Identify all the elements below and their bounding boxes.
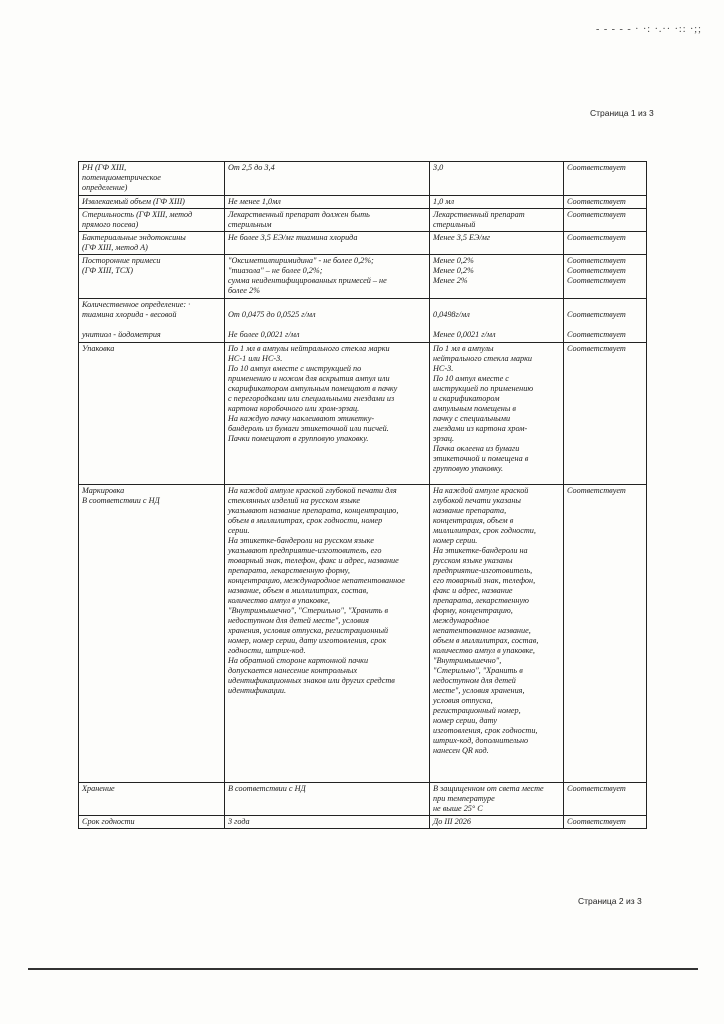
parameter-cell (79, 343, 225, 485)
cell-text: серии. (228, 526, 250, 535)
scan-edge-line (28, 968, 698, 970)
cell-text: условия отпуска, (433, 696, 493, 705)
cell-text: До III 2026 (433, 817, 471, 826)
cell-text: групповую упаковку. (433, 464, 504, 473)
cell-text (567, 320, 643, 330)
cell-text: глубокой печати указаны (433, 496, 521, 505)
table-row (79, 232, 647, 255)
cell-text: месте", условия хранения, (433, 686, 525, 695)
conformity-cell (564, 299, 647, 343)
table-row (79, 255, 647, 299)
cell-text: прямого посева) (82, 220, 139, 229)
cell-text: с перегородками или специальными гнездами из (228, 394, 395, 403)
cell-text: На каждую пачку наклеивают этикетку- (228, 414, 375, 423)
result-cell (430, 299, 564, 343)
conformity-cell (564, 209, 647, 232)
cell-text: название препарата, (433, 506, 507, 515)
conformity-cell (564, 255, 647, 299)
cell-text: По 1 мл в ампулы нейтрального стекла марки (228, 344, 390, 353)
table-row (79, 196, 647, 209)
conformity-cell (564, 783, 647, 816)
cell-text: "Оксиметилпиримидина" - не более 0,2%; (228, 256, 374, 265)
requirement-cell (225, 232, 430, 255)
cell-text: Не более 0,0021 г/мл (228, 330, 300, 339)
cell-text: объем в миллилитрах, срок годности, номер (228, 516, 383, 525)
cell-text: Извлекаемый объем (ГФ XIII) (82, 197, 185, 206)
cell-text: По 1 мл в ампулы (433, 344, 494, 353)
conformity-cell (564, 485, 647, 783)
cell-text: Соответствует (567, 486, 626, 495)
cell-text: По 10 ампул вместе с инструкцией по (228, 364, 362, 373)
cell-text: 3,0 (433, 163, 444, 172)
cell-text: По 10 ампул вместе с (433, 374, 509, 383)
cell-text: Соответствует (567, 266, 626, 275)
cell-text: эрзац. (433, 434, 455, 443)
cell-text: Соответствует (567, 163, 626, 172)
cell-text: Соответствует (567, 276, 626, 285)
cell-text: 3 года (228, 817, 250, 826)
cell-text: концентрацию, международное непатентованное (228, 576, 405, 585)
cell-text: инструкцией по применению (433, 384, 534, 393)
cell-text: От 2,5 до 3,4 (228, 163, 275, 172)
cell-text: Соответствует (567, 817, 626, 826)
cell-text: гнездами из картона хром- (433, 424, 528, 433)
result-cell (430, 255, 564, 299)
cell-text: название, объем в миллилитрах, состав, (228, 586, 369, 595)
table-row (79, 783, 647, 816)
cell-text (228, 300, 426, 310)
cell-text (567, 300, 643, 310)
cell-text: сумма неидентифицированных примесей – не (228, 276, 387, 285)
cell-text: не выше 25° С (433, 804, 483, 813)
cell-text: при температуре (433, 794, 495, 803)
cell-text: штрих-код, дополнительно (433, 736, 529, 745)
parameter-cell (79, 299, 225, 343)
cell-text: Соответствует (567, 256, 626, 265)
cell-text: Соответствует (567, 330, 626, 339)
requirement-cell (225, 209, 430, 232)
cell-text: В защищенном от света месте (433, 784, 544, 793)
cell-text: Менее 0,0021 г/мл (433, 330, 496, 339)
cell-text: номер серии. (433, 536, 478, 545)
cell-text: нейтрального стекла марки (433, 354, 532, 363)
cell-text: Менее 0,2% (433, 256, 474, 265)
table-row (79, 816, 647, 829)
result-cell (430, 783, 564, 816)
cell-text: Менее 0,2% (433, 266, 474, 275)
cell-text: Соответствует (567, 344, 626, 353)
result-cell (430, 232, 564, 255)
parameter-cell (79, 209, 225, 232)
cell-text: и скарификатором (433, 394, 500, 403)
cell-text: препарата, лекарственную (433, 596, 529, 605)
cell-text: более 2% (228, 286, 260, 295)
cell-text: Менее 2% (433, 276, 468, 285)
result-cell (430, 816, 564, 829)
parameter-cell (79, 485, 225, 783)
cell-text: 0,0498г/мл (433, 310, 470, 319)
cell-text: товарный знак, телефон, факс и адрес, название (228, 556, 399, 565)
cell-text: идентификации. (228, 686, 286, 695)
cell-text: скарификатором ампульным помещают в пачку (228, 384, 398, 393)
cell-text: Бактериальные эндотоксины (82, 233, 186, 242)
cell-text: На каждой ампуле краской (433, 486, 529, 495)
cell-text: Пачки помещают в групповую упаковку. (228, 434, 369, 443)
table-row (79, 343, 647, 485)
cell-text: этикеточной и помещена в (433, 454, 529, 463)
cell-text: Лекарственный препарат должен быть (228, 210, 370, 219)
specification-table (78, 161, 647, 829)
cell-text: На этикетке-бандероли на русском языке (228, 536, 374, 545)
cell-text (82, 320, 221, 330)
result-cell (430, 162, 564, 196)
cell-text: НС-1 или НС-3. (228, 354, 283, 363)
cell-text: Соответствует (567, 233, 626, 242)
requirement-cell (225, 816, 430, 829)
cell-text: Соответствует (567, 784, 626, 793)
cell-text: Соответствует (567, 210, 626, 219)
cell-text: Хранение (82, 784, 115, 793)
cell-text: миллилитрах, срок годности, (433, 526, 536, 535)
cell-text: Посторонние примеси (82, 256, 161, 265)
cell-text: препарата, лекарственную форму, (228, 566, 350, 575)
cell-text: На этикетке-бандероли на (433, 546, 528, 555)
conformity-cell (564, 232, 647, 255)
cell-text: определение) (82, 183, 128, 192)
cell-text: факс и адрес, название (433, 586, 513, 595)
cell-text: недоступном для детей месте", условия (228, 616, 369, 625)
cell-text: Соответствует (567, 197, 626, 206)
table-row (79, 485, 647, 783)
cell-text: стерильный (433, 220, 476, 229)
cell-text: "Стерильно", "Хранить в (433, 666, 523, 675)
requirement-cell (225, 783, 430, 816)
cell-text: русском языке указаны (433, 556, 513, 565)
result-cell (430, 209, 564, 232)
cell-text: Срок годности (82, 817, 135, 826)
requirement-cell (225, 485, 430, 783)
requirement-cell (225, 343, 430, 485)
parameter-cell (79, 783, 225, 816)
cell-text: PH (ГФ XIII, (82, 163, 127, 172)
cell-text: его товарный знак, телефон, (433, 576, 536, 585)
cell-text: "тиазола" – не более 0,2%; (228, 266, 323, 275)
conformity-cell (564, 343, 647, 485)
cell-text: Количественное определение: · (82, 300, 191, 309)
cell-text: стеклянных изделий на русском языке (228, 496, 361, 505)
cell-text: концентрация, объем в (433, 516, 514, 525)
cell-text: Пачка оклеена из бумаги (433, 444, 520, 453)
cell-text: ампульным помещены в (433, 404, 516, 413)
cell-text: количество ампул в упаковке, (433, 646, 535, 655)
cell-text: годности, штрих-код. (228, 646, 306, 655)
cell-text: Не более 3,5 ЕЭ/мг тиамина хлорида (228, 233, 358, 242)
cell-text: объем в миллилитрах, состав, (433, 636, 539, 645)
cell-text: Маркировка (82, 486, 125, 495)
cell-text: количество ампул в упаковке, (228, 596, 330, 605)
cell-text (228, 320, 426, 330)
cell-text: Лекарственный препарат (433, 210, 525, 219)
cell-text: хранения, условия отпуска, регистрационный (228, 626, 389, 635)
cell-text: применению и ножом для вскрытия ампул или (228, 374, 390, 383)
cell-text: На каждой ампуле краской глубокой печати для (228, 486, 397, 495)
cell-text: (ГФ XIII, метод А) (82, 243, 148, 252)
cell-text: картона коробочного или хром-эрзац. (228, 404, 360, 413)
parameter-cell (79, 816, 225, 829)
cell-text: (ГФ XIII, ТСХ) (82, 266, 133, 275)
cell-text: непатентованное название, (433, 626, 531, 635)
parameter-cell (79, 196, 225, 209)
parameter-cell (79, 255, 225, 299)
cell-text: стерильным (228, 220, 272, 229)
requirement-cell (225, 299, 430, 343)
cell-text: НС-3. (433, 364, 454, 373)
cell-text: указывают название препарата, концентрацию, (228, 506, 399, 515)
requirement-cell (225, 196, 430, 209)
result-cell (430, 485, 564, 783)
cell-text: предприятие-изготовитель, (433, 566, 533, 575)
page-number-top: Страница 1 из 3 (590, 108, 654, 118)
cell-text: Соответствует (567, 310, 626, 319)
cell-text (433, 320, 560, 330)
cell-text: Упаковка (82, 344, 115, 353)
cell-text: пачку с специальными (433, 414, 511, 423)
cell-text: нанесен QR код. (433, 746, 489, 755)
cell-text: 1,0 мл (433, 197, 455, 206)
cell-text: номер серии, дату (433, 716, 497, 725)
cell-text: изготовления, срок годности, (433, 726, 538, 735)
cell-text: номер, номер серии, дату изготовления, срок (228, 636, 387, 645)
cell-text: международное (433, 616, 490, 625)
cell-text (433, 300, 560, 310)
cell-text: "Внутримышечно", (433, 656, 502, 665)
conformity-cell (564, 162, 647, 196)
table-row (79, 299, 647, 343)
cell-text: бандероль из бумаги этикеточной или писчей. (228, 424, 389, 433)
result-cell (430, 196, 564, 209)
scan-artifact-marks: - - - - - · ·: ·.·· ·:: ·;; (596, 24, 702, 35)
cell-text: форму, концентрацию, (433, 606, 513, 615)
conformity-cell (564, 196, 647, 209)
cell-text: В соответствии с НД (228, 784, 306, 793)
table-row (79, 209, 647, 232)
requirement-cell (225, 162, 430, 196)
cell-text: идентификационных знаков или других средств (228, 676, 395, 685)
result-cell (430, 343, 564, 485)
cell-text: недоступном для детей (433, 676, 516, 685)
cell-text: Менее 3,5 ЕЭ/мг (433, 233, 491, 242)
conformity-cell (564, 816, 647, 829)
cell-text: указывают предприятие-изготовитель, его (228, 546, 382, 555)
cell-text: В соответствии с НД (82, 496, 160, 505)
parameter-cell (79, 162, 225, 196)
table-row (79, 162, 647, 196)
requirement-cell (225, 255, 430, 299)
cell-text: От 0,0475 до 0,0525 г/мл (228, 310, 316, 319)
cell-text: На обратной стороне картонной пачки (228, 656, 369, 665)
cell-text: тиамина хлорида - весовой (82, 310, 177, 319)
cell-text: "Внутримышечно", "Стерильно", "Хранить в (228, 606, 389, 615)
cell-text: Стерильность (ГФ XIII, метод (82, 210, 193, 219)
parameter-cell (79, 232, 225, 255)
page-number-bottom: Страница 2 из 3 (578, 896, 642, 906)
cell-text: Не менее 1,0мл (228, 197, 281, 206)
cell-text: потенциометрическое (82, 173, 161, 182)
cell-text: допускается нанесение контрольных (228, 666, 358, 675)
cell-text: регистрационный номер, (433, 706, 521, 715)
cell-text: унитиол - йодометрия (82, 330, 161, 339)
